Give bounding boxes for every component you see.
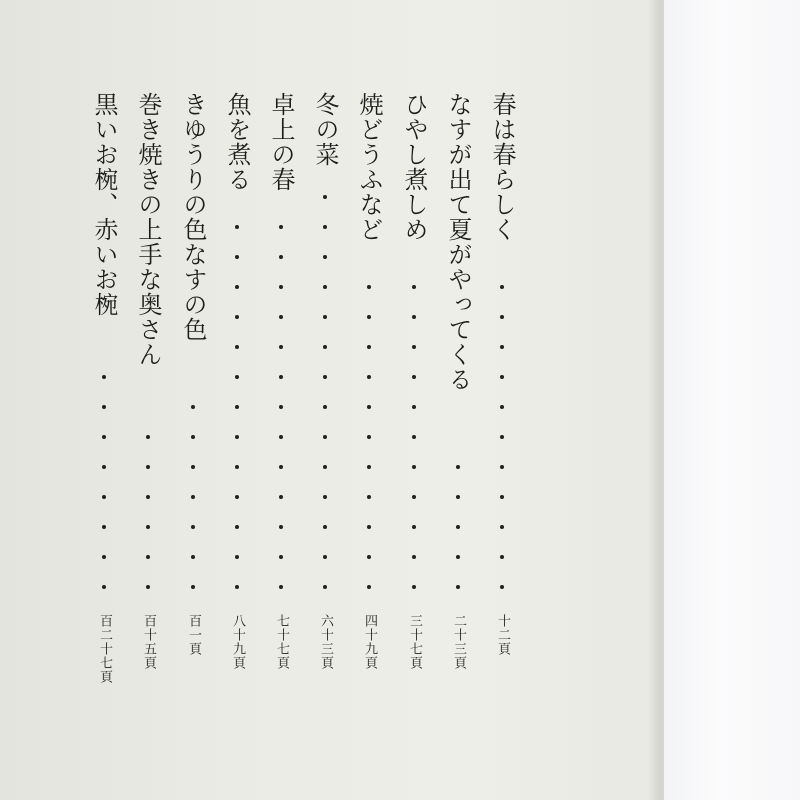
leader-dot: [456, 495, 460, 499]
leader-dot: [279, 495, 283, 499]
toc-entry-title: きゆうりの色なすの色: [179, 92, 207, 342]
leader-dot: [412, 405, 416, 409]
toc-entry: [133, 92, 163, 692]
leader-dot: [367, 285, 371, 289]
leader-dot: [235, 525, 239, 529]
toc-entry-page: 八十九頁: [230, 614, 245, 670]
leader-dot: [279, 405, 283, 409]
leader-dot: [235, 285, 239, 289]
toc-entry-page: 四十九頁: [362, 614, 377, 670]
leader-dot: [500, 345, 504, 349]
leader-dot: [235, 495, 239, 499]
leader-dot: [191, 465, 195, 469]
toc-entry-title: 黒いお椀、赤いお椀: [90, 92, 118, 317]
leader-dot: [279, 525, 283, 529]
leader-dot: [323, 555, 327, 559]
leader-dot: [323, 435, 327, 439]
leader-dot: [235, 405, 239, 409]
leader-dot: [367, 465, 371, 469]
toc-entry-title: ひやし煮しめ: [400, 92, 428, 242]
leader-dot: [367, 315, 371, 319]
leader-dot: [279, 345, 283, 349]
toc-entry-title: 卓上の春: [267, 92, 295, 192]
toc-entry: [487, 92, 517, 692]
dot-leader: [443, 92, 473, 602]
dot-leader: [178, 92, 208, 602]
leader-dot: [102, 405, 106, 409]
leader-dot: [412, 465, 416, 469]
leader-dot: [412, 285, 416, 289]
leader-dot: [279, 555, 283, 559]
leader-dot: [235, 345, 239, 349]
leader-dot: [456, 585, 460, 589]
leader-dot: [191, 405, 195, 409]
leader-dot: [191, 525, 195, 529]
dot-leader: [89, 92, 119, 602]
toc-entry-title: 魚を煮る: [223, 92, 251, 192]
leader-dot: [367, 405, 371, 409]
leader-dot: [102, 555, 106, 559]
leader-dot: [456, 465, 460, 469]
right-page: [664, 0, 800, 800]
leader-dot: [412, 495, 416, 499]
leader-dot: [500, 585, 504, 589]
leader-dot: [279, 465, 283, 469]
leader-dot: [500, 435, 504, 439]
toc-entry-page: 二十三頁: [451, 614, 466, 670]
leader-dot: [191, 495, 195, 499]
dot-leader: [133, 92, 163, 602]
toc-entry: [399, 92, 429, 692]
leader-dot: [367, 345, 371, 349]
leader-dot: [323, 465, 327, 469]
leader-dot: [323, 495, 327, 499]
toc-entry-page: 百十五頁: [141, 614, 156, 670]
leader-dot: [323, 255, 327, 259]
leader-dot: [500, 315, 504, 319]
toc-entry-page: 七十七頁: [274, 614, 289, 670]
leader-dot: [235, 435, 239, 439]
toc-entry: [266, 92, 296, 692]
leader-dot: [323, 405, 327, 409]
leader-dot: [500, 555, 504, 559]
toc-entry: [354, 92, 384, 692]
leader-dot: [279, 225, 283, 229]
toc-entry-title: 春は春らしく: [488, 92, 516, 242]
leader-dot: [191, 555, 195, 559]
leader-dot: [412, 555, 416, 559]
leader-dot: [102, 525, 106, 529]
leader-dot: [279, 375, 283, 379]
dot-leader: [399, 92, 429, 602]
leader-dot: [102, 465, 106, 469]
dot-leader: [487, 92, 517, 602]
leader-dot: [500, 495, 504, 499]
leader-dot: [146, 435, 150, 439]
leader-dot: [146, 495, 150, 499]
toc-entry-page: 百二十七頁: [97, 614, 112, 684]
toc-entry: [443, 92, 473, 692]
toc-entry-title: なすが出て夏がやってくる: [444, 92, 472, 392]
leader-dot: [367, 375, 371, 379]
toc-entry: [222, 92, 252, 692]
leader-dot: [367, 555, 371, 559]
toc-entry-title: 巻き焼きの上手な奥さん: [134, 92, 162, 367]
dot-leader: [310, 92, 340, 602]
leader-dot: [323, 525, 327, 529]
leader-dot: [279, 285, 283, 289]
dot-leader: [222, 92, 252, 602]
toc-entry: [178, 92, 208, 692]
toc-entry-page: 六十三頁: [318, 614, 333, 670]
leader-dot: [235, 375, 239, 379]
leader-dot: [235, 255, 239, 259]
dot-leader: [266, 92, 296, 602]
toc-entry-page: 百一頁: [186, 614, 201, 656]
leader-dot: [367, 495, 371, 499]
leader-dot: [323, 285, 327, 289]
leader-dot: [367, 435, 371, 439]
leader-dot: [146, 465, 150, 469]
leader-dot: [235, 555, 239, 559]
leader-dot: [146, 555, 150, 559]
leader-dot: [279, 435, 283, 439]
leader-dot: [500, 465, 504, 469]
leader-dot: [500, 405, 504, 409]
leader-dot: [412, 525, 416, 529]
leader-dot: [412, 585, 416, 589]
leader-dot: [323, 315, 327, 319]
leader-dot: [191, 435, 195, 439]
leader-dot: [323, 375, 327, 379]
dot-leader: [354, 92, 384, 602]
leader-dot: [500, 375, 504, 379]
leader-dot: [323, 195, 327, 199]
leader-dot: [500, 525, 504, 529]
toc-entry-title: 焼どうふなど: [355, 92, 383, 242]
leader-dot: [191, 585, 195, 589]
leader-dot: [500, 285, 504, 289]
leader-dot: [102, 495, 106, 499]
toc-entry-title: 冬の菜: [311, 92, 339, 167]
leader-dot: [367, 525, 371, 529]
toc-entry: [89, 92, 119, 692]
leader-dot: [102, 585, 106, 589]
leader-dot: [412, 345, 416, 349]
leader-dot: [456, 525, 460, 529]
leader-dot: [146, 585, 150, 589]
leader-dot: [279, 585, 283, 589]
leader-dot: [367, 585, 371, 589]
toc-entry-page: 十二頁: [495, 614, 510, 656]
toc-entry-page: 三十七頁: [407, 614, 422, 670]
leader-dot: [412, 375, 416, 379]
leader-dot: [323, 585, 327, 589]
leader-dot: [323, 345, 327, 349]
leader-dot: [235, 225, 239, 229]
leader-dot: [412, 435, 416, 439]
leader-dot: [146, 525, 150, 529]
leader-dot: [323, 225, 327, 229]
leader-dot: [102, 375, 106, 379]
toc-entry: [310, 92, 340, 692]
leader-dot: [102, 435, 106, 439]
leader-dot: [412, 315, 416, 319]
leader-dot: [279, 255, 283, 259]
leader-dot: [279, 315, 283, 319]
leader-dot: [235, 585, 239, 589]
leader-dot: [235, 465, 239, 469]
leader-dot: [456, 555, 460, 559]
leader-dot: [235, 315, 239, 319]
